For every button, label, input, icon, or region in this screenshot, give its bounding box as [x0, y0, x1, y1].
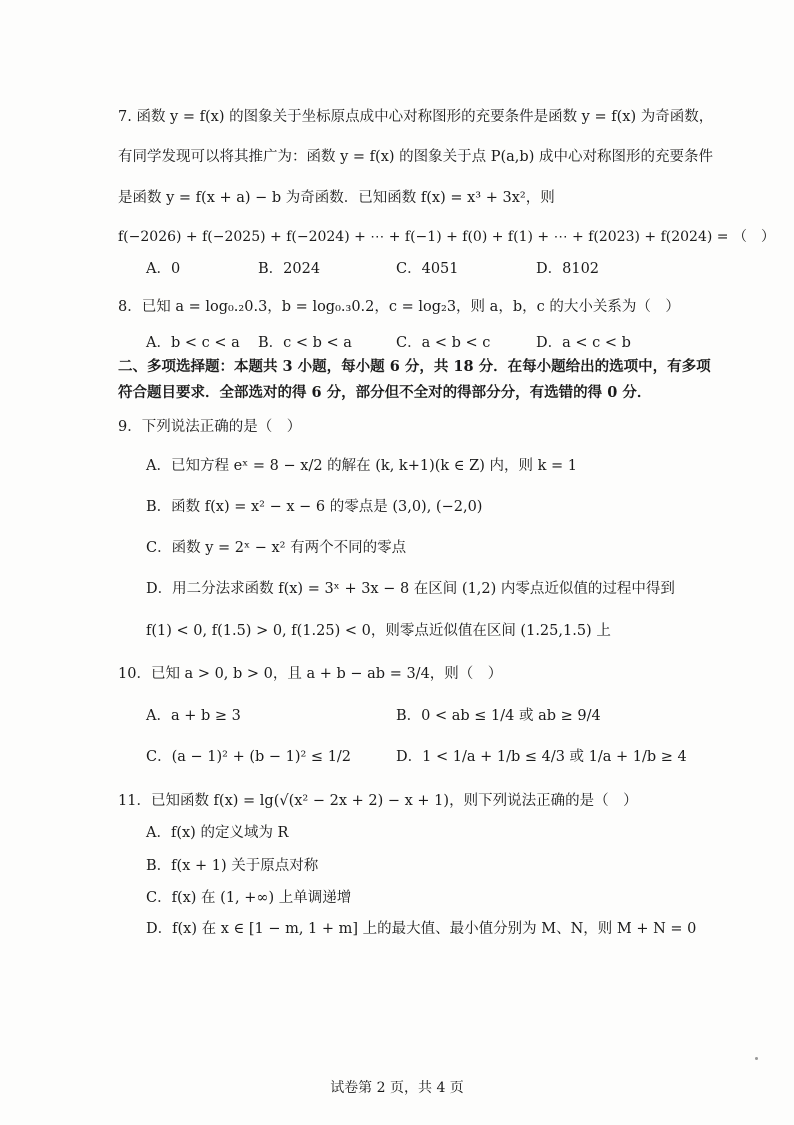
q7-line-3: 是函数 y = f(x + a) − b 为奇函数．已知函数 f(x) = x³ + 3x²，则: [118, 190, 555, 206]
q8-option-b: B．c < b < a: [258, 335, 352, 351]
page-footer: 试卷第 2 页，共 4 页: [330, 1080, 464, 1096]
q11-option-a: A．f(x) 的定义域为 R: [146, 825, 289, 841]
q9-option-d-line-2: f(1) < 0, f(1.5) > 0, f(1.25) < 0，则零点近似值在区间 (1.25,1.5) 上: [146, 623, 611, 639]
q7-line-4: f(−2026) + f(−2025) + f(−2024) + ⋯ + f(−1) + f(0) + f(1) + ⋯ + f(2023) + f(2024) = （ ）: [118, 229, 775, 245]
q11-option-c: C．f(x) 在 (1, +∞) 上单调递增: [146, 890, 352, 906]
q7-option-d: D．8102: [536, 261, 600, 277]
q11-option-b: B．f(x + 1) 关于原点对称: [146, 858, 319, 874]
q8-line-1: 8．已知 a = log₀.₂0.3，b = log₀.₃0.2，c = log₂3，则 a，b，c 的大小关系为（ ）: [118, 299, 680, 315]
q7-option-a: A．0: [146, 261, 181, 277]
q10-stem: 10．已知 a > 0, b > 0，且 a + b − ab = 3/4，则（ ）: [118, 666, 503, 682]
q10-option-a: A．a + b ≥ 3: [146, 708, 241, 724]
section-2-heading-line-2: 符合题目要求．全部选对的得 6 分，部分但不全对的得部分分，有选错的得 0 分．: [118, 384, 652, 401]
scan-speck: [755, 1057, 758, 1060]
q10-option-c: C．(a − 1)² + (b − 1)² ≤ 1/2: [146, 749, 352, 765]
q11-stem: 11．已知函数 f(x) = lg(√(x² − 2x + 2) − x + 1)，则下列说法正确的是（ ）: [118, 793, 638, 809]
q8-option-a: A．b < c < a: [146, 335, 240, 351]
q7-line-1: 7. 函数 y = f(x) 的图象关于坐标原点成中心对称图形的充要条件是函数 y = f(x) 为奇函数，: [118, 109, 714, 125]
q7-line-2: 有同学发现可以将其推广为：函数 y = f(x) 的图象关于点 P(a,b) 成中心对称图形的充要条件: [118, 149, 713, 165]
q8-option-c: C．a < b < c: [396, 335, 491, 351]
q9-option-b: B．函数 f(x) = x² − x − 6 的零点是 (3,0), (−2,0): [146, 499, 483, 515]
q9-stem: 9．下列说法正确的是（ ）: [118, 419, 302, 435]
section-2-heading-line-1: 二、多项选择题：本题共 3 小题，每小题 6 分，共 18 分．在每小题给出的选项中，有多项: [118, 358, 711, 375]
q9-option-c: C．函数 y = 2ˣ − x² 有两个不同的零点: [146, 540, 407, 556]
q10-option-b: B．0 < ab ≤ 1/4 或 ab ≥ 9/4: [396, 708, 601, 724]
q8-option-d: D．a < c < b: [536, 335, 631, 351]
q7-option-b: B．2024: [258, 261, 321, 277]
q10-option-d: D．1 < 1/a + 1/b ≤ 4/3 或 1/a + 1/b ≥ 4: [396, 749, 687, 765]
q9-option-a: A．已知方程 eˣ = 8 − x/2 的解在 (k, k+1)(k ∈ Z) 内，则 k = 1: [146, 458, 577, 474]
q11-option-d: D．f(x) 在 x ∈ [1 − m, 1 + m] 上的最大值、最小值分别为 M、N，则 M + N = 0: [146, 921, 697, 937]
q9-option-d-line-1: D．用二分法求函数 f(x) = 3ˣ + 3x − 8 在区间 (1,2) 内零点近似值的过程中得到: [146, 581, 675, 597]
q7-option-c: C．4051: [396, 261, 459, 277]
